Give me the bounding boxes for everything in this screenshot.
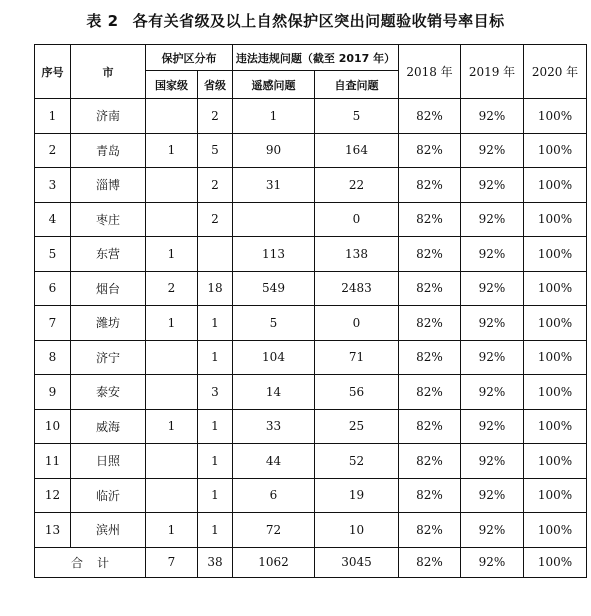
total-2019: 92% (461, 547, 524, 577)
table-row (35, 375, 587, 410)
cell-remote: 549 (233, 271, 315, 306)
cell-remote: 33 (233, 409, 315, 444)
cell-city: 东营 (71, 237, 146, 272)
cell-seq: 5 (35, 237, 71, 272)
cell-city: 滨州 (71, 513, 146, 548)
cell-2018: 82% (399, 202, 461, 237)
cell-national (146, 340, 198, 375)
header-self: 自查问题 (315, 71, 399, 99)
cell-seq: 13 (35, 513, 71, 548)
cell-self: 5 (315, 99, 399, 134)
cell-2019: 92% (461, 237, 524, 272)
cell-remote: 14 (233, 375, 315, 410)
cell-2018: 82% (399, 271, 461, 306)
table-row (35, 409, 587, 444)
cell-national (146, 202, 198, 237)
cell-2020: 100% (524, 513, 587, 548)
cell-2020: 100% (524, 306, 587, 341)
cell-remote: 31 (233, 168, 315, 203)
cell-self: 10 (315, 513, 399, 548)
cell-provincial: 1 (198, 444, 233, 479)
cell-national (146, 168, 198, 203)
cell-self: 25 (315, 409, 399, 444)
cell-remote (233, 202, 315, 237)
cell-national: 1 (146, 237, 198, 272)
total-2020: 100% (524, 547, 587, 577)
cell-remote: 113 (233, 237, 315, 272)
table-row (35, 444, 587, 479)
cell-seq: 8 (35, 340, 71, 375)
header-seq: 序号 (35, 45, 71, 99)
header-city: 市 (71, 45, 146, 99)
cell-national (146, 444, 198, 479)
cell-2018: 82% (399, 133, 461, 168)
cell-self: 164 (315, 133, 399, 168)
header-reserve-group: 保护区分布 (146, 45, 233, 71)
cell-city: 青岛 (71, 133, 146, 168)
cell-seq: 1 (35, 99, 71, 134)
cell-2020: 100% (524, 478, 587, 513)
cell-city: 泰安 (71, 375, 146, 410)
cell-2018: 82% (399, 375, 461, 410)
header-national: 国家级 (146, 71, 198, 99)
cell-2020: 100% (524, 375, 587, 410)
table-row (35, 478, 587, 513)
cell-2018: 82% (399, 306, 461, 341)
total-2018: 82% (399, 547, 461, 577)
total-provincial: 38 (198, 547, 233, 577)
cell-2019: 92% (461, 375, 524, 410)
total-self: 3045 (315, 547, 399, 577)
cell-2019: 92% (461, 478, 524, 513)
total-row (35, 547, 587, 577)
cell-national: 1 (146, 409, 198, 444)
cell-seq: 9 (35, 375, 71, 410)
cell-provincial: 18 (198, 271, 233, 306)
cell-seq: 10 (35, 409, 71, 444)
cell-2018: 82% (399, 99, 461, 134)
cell-remote: 5 (233, 306, 315, 341)
cell-provincial: 2 (198, 99, 233, 134)
cell-city: 淄博 (71, 168, 146, 203)
header-remote: 遥感问题 (233, 71, 315, 99)
table-row (35, 271, 587, 306)
cell-remote: 44 (233, 444, 315, 479)
cell-2018: 82% (399, 513, 461, 548)
table-row (35, 513, 587, 548)
cell-city: 威海 (71, 409, 146, 444)
table-row (35, 133, 587, 168)
cell-2020: 100% (524, 202, 587, 237)
cell-provincial (198, 237, 233, 272)
cell-2020: 100% (524, 271, 587, 306)
cell-seq: 7 (35, 306, 71, 341)
cell-city: 日照 (71, 444, 146, 479)
cell-seq: 12 (35, 478, 71, 513)
cell-remote: 6 (233, 478, 315, 513)
cell-seq: 3 (35, 168, 71, 203)
cell-2020: 100% (524, 237, 587, 272)
cell-self: 71 (315, 340, 399, 375)
cell-provincial: 1 (198, 478, 233, 513)
cell-remote: 90 (233, 133, 315, 168)
cell-national: 2 (146, 271, 198, 306)
cell-national: 1 (146, 306, 198, 341)
cell-2018: 82% (399, 340, 461, 375)
cell-2020: 100% (524, 99, 587, 134)
cell-provincial: 2 (198, 168, 233, 203)
cell-2018: 82% (399, 409, 461, 444)
cell-national (146, 99, 198, 134)
cell-2020: 100% (524, 340, 587, 375)
cell-city: 济宁 (71, 340, 146, 375)
cell-2020: 100% (524, 168, 587, 203)
cell-self: 19 (315, 478, 399, 513)
cell-provincial: 5 (198, 133, 233, 168)
header-2018: 2018 年 (399, 45, 461, 99)
cell-self: 22 (315, 168, 399, 203)
cell-remote: 72 (233, 513, 315, 548)
cell-city: 济南 (71, 99, 146, 134)
cell-city: 枣庄 (71, 202, 146, 237)
table-title (0, 8, 591, 34)
cell-provincial: 1 (198, 513, 233, 548)
cell-2019: 92% (461, 409, 524, 444)
cell-provincial: 1 (198, 306, 233, 341)
cell-city: 临沂 (71, 478, 146, 513)
cell-2019: 92% (461, 99, 524, 134)
table-caption: 各有关省级及以上自然保护区突出问题验收销号率目标 (132, 12, 505, 30)
cell-2019: 92% (461, 340, 524, 375)
cell-seq: 6 (35, 271, 71, 306)
cell-provincial: 1 (198, 409, 233, 444)
total-national: 7 (146, 547, 198, 577)
cell-2020: 100% (524, 133, 587, 168)
cell-provincial: 3 (198, 375, 233, 410)
header-violation-group: 违法违规问题（截至 2017 年） (233, 45, 399, 71)
cell-2019: 92% (461, 168, 524, 203)
cell-city: 潍坊 (71, 306, 146, 341)
cell-city: 烟台 (71, 271, 146, 306)
cell-seq: 4 (35, 202, 71, 237)
cell-seq: 11 (35, 444, 71, 479)
table-row (35, 237, 587, 272)
cell-self: 0 (315, 306, 399, 341)
cell-2019: 92% (461, 271, 524, 306)
cell-remote: 1 (233, 99, 315, 134)
table-number: 表 2 (86, 12, 119, 30)
cell-self: 56 (315, 375, 399, 410)
cell-2019: 92% (461, 133, 524, 168)
cell-2018: 82% (399, 237, 461, 272)
target-rate-table (34, 44, 587, 578)
cell-2018: 82% (399, 168, 461, 203)
cell-remote: 104 (233, 340, 315, 375)
cell-national (146, 375, 198, 410)
cell-national: 1 (146, 513, 198, 548)
cell-national (146, 478, 198, 513)
cell-2019: 92% (461, 444, 524, 479)
cell-2020: 100% (524, 409, 587, 444)
cell-2019: 92% (461, 306, 524, 341)
table-row (35, 202, 587, 237)
cell-self: 0 (315, 202, 399, 237)
cell-provincial: 1 (198, 340, 233, 375)
total-label: 合计 (35, 547, 146, 577)
table-row (35, 306, 587, 341)
cell-provincial: 2 (198, 202, 233, 237)
cell-2019: 92% (461, 202, 524, 237)
header-2019: 2019 年 (461, 45, 524, 99)
cell-seq: 2 (35, 133, 71, 168)
header-2020: 2020 年 (524, 45, 587, 99)
cell-2020: 100% (524, 444, 587, 479)
cell-2018: 82% (399, 478, 461, 513)
cell-2018: 82% (399, 444, 461, 479)
cell-self: 52 (315, 444, 399, 479)
cell-self: 138 (315, 237, 399, 272)
header-provincial: 省级 (198, 71, 233, 99)
cell-2019: 92% (461, 513, 524, 548)
table-row (35, 99, 587, 134)
total-remote: 1062 (233, 547, 315, 577)
table-row (35, 340, 587, 375)
table-row (35, 168, 587, 203)
cell-self: 2483 (315, 271, 399, 306)
cell-national: 1 (146, 133, 198, 168)
